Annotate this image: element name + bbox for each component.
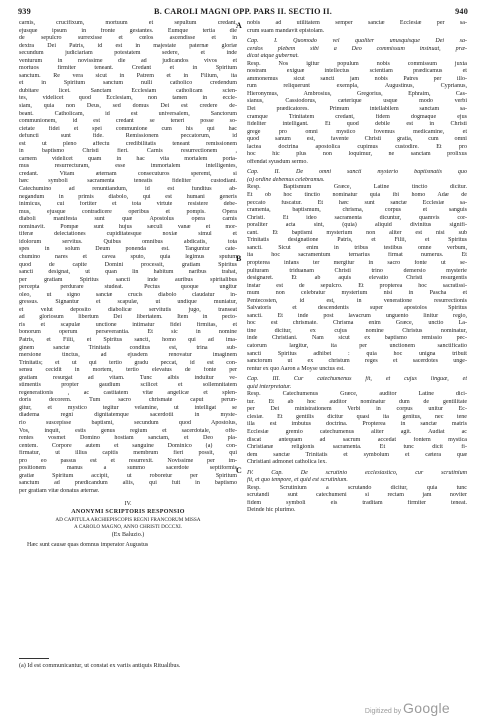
- chapter-2-response-line: hoc est chrismate. Chrisma enim Græce, unctio La-: [247, 320, 467, 327]
- footnote: (a) Id est communicantur, ut constat ex variis antiquis Ritualibus.: [19, 662, 181, 669]
- left-column-line: et in Spiritum sanctum nulli catholico credendum: [19, 80, 237, 87]
- chapter-1-response-line: hoc hic plus non loquimur, ne sanctam prolixus: [247, 151, 467, 158]
- chapter-1-response-line: offendat syusdum sermo.: [247, 158, 308, 165]
- left-column-line: dextra Dei Patris, id est in majestate paternæ gloriæ: [19, 42, 237, 49]
- chapter-4-response: [247, 485, 467, 515]
- chapter-2-response-line: propterea infans ter mergitur in sacro fonte ut se-: [247, 259, 467, 266]
- marginal-letter-b: B: [236, 254, 242, 263]
- chapter-4-response-line: fidem symboli eis traditam firmiter teneat.: [247, 499, 467, 506]
- page-number-right: 940: [455, 7, 468, 16]
- chapter-4-response-line: Resp. Scrutinium a scrutando dicitur, quia tunc: [247, 484, 467, 491]
- chapter-2-response-line: pulturam triduanam Christi trino demersio mysterie: [247, 267, 467, 274]
- chapter-4-title: [247, 470, 467, 485]
- chapter-2-response-line: Christi. Et ideo sacramenta dicuntur, quamvis cor-: [247, 214, 467, 221]
- left-column-line: cietate fidei et spei communione cum his qui hac: [19, 125, 237, 132]
- left-column-line: per gratiam Spiritus sancti inde auribus spiritalibus: [19, 276, 237, 283]
- chapter-2-response-line: Resp. Baptismum Græce, Latine tinctio dicitur.: [247, 184, 467, 191]
- left-column-line: idolorum servitus. Quibus omnibus abdicatis, tota: [19, 238, 237, 245]
- chapter-3-response-line: discat antequam ad sacrum accedat fontem mystica: [247, 436, 467, 443]
- footnote-rule: [19, 658, 49, 659]
- chapter-2-response-line: cramenta, baptismum, chrisma, corpus et sanguis: [247, 207, 467, 214]
- left-column-line: mortuos firmiter teneant. Credant et in Spiritum: [19, 65, 237, 72]
- left-column-line: hæc symboli sacramenta teneatis fideliter custodiant.: [19, 178, 237, 185]
- chapter-1-title-line: dicat atque gubernat.: [247, 53, 299, 60]
- chapter-1-response-line: rum reliquerunt exempla, Augustinus, Cyprianus,: [247, 83, 467, 90]
- chapter-1-title-line: cerdos plebem sibi a Deo commissum insinuat, præ-: [247, 45, 467, 52]
- left-column-line: doris decorem. Tum sacro chrismate caput perun-: [19, 397, 237, 404]
- left-column-line: beant. Catholicam, id est universalem, Sanctorum: [19, 110, 237, 117]
- section-iv-number: IV.: [124, 501, 132, 508]
- left-column-line: pro eo passus est et resurrexit. Novissime per im-: [19, 457, 237, 464]
- chapter-4-title-line: fit, et quo tempore, et quid est scrutinium.: [247, 477, 348, 484]
- chapter-1-response: [247, 61, 467, 167]
- left-column-line: venturum in novissime die ad judicandos vivos et: [19, 57, 237, 64]
- opening-text: [247, 20, 467, 35]
- left-column-line: est ut pleno affectu credibilitatis teneant remissionem: [19, 140, 237, 147]
- section-iv-source: (Ex Baluzio.): [111, 531, 145, 538]
- chapter-2-response-line: mum non celebratur mysterium nisi in Pascha et: [247, 290, 467, 297]
- chapter-2-response-line: rentur ex quo Aaron a Moyse unctus est.: [247, 365, 345, 372]
- chapter-1-response-line: ammonemus sicut sancti jam nobis Patres per illo-: [247, 75, 467, 82]
- left-column-line: Vos, inquit, estis genus regium et sacerdotale, offe-: [19, 427, 237, 434]
- chapter-2-title-line: (a) ordine debemus celebramus.: [247, 176, 325, 183]
- left-column-line: gratiam resurgat ad vitam. Tunc albis induitur ve-: [19, 374, 237, 381]
- left-column-line: percepta perdurare studeat. Pectus quoque ungitur: [19, 284, 237, 291]
- left-column-line: gratiæ Spiritum accipit, ut roboretur per Spiritum: [19, 472, 237, 479]
- left-column-line: de sepulcro surrexisse et cœlos ascendisse et in: [19, 35, 237, 42]
- left-column-line: ejusque ipsum in fronte gestantes. Eumque tertia die: [19, 27, 237, 34]
- left-column-line: spes in solum Deum ponenda est. Tanguntur cate-: [19, 246, 237, 253]
- left-column-line: negandum in primis diabolo, qui est humani generis: [19, 193, 237, 200]
- chapter-2-response-line: tine dicitur, ex cujus nomine Christus nominatur,: [247, 327, 467, 334]
- left-column-line: quod de capite Domini processit, gratiam Spiritus: [19, 261, 237, 268]
- chapter-1-response-line: Hieronymus, Ambrosius, Gregorius, Ephraim, Cas-: [247, 90, 467, 97]
- chapter-1-response-line: lactea doctrina apostolica cupimus custodire. Et pro: [247, 143, 467, 150]
- chapter-2-response-line: Salvatoris et descendentis super apostolos Spiritus: [247, 305, 467, 312]
- chapter-3-response-line: Christiani admonet catholica lex.: [247, 459, 327, 466]
- left-column-line: communionem, id est credant se teneri posse so-: [19, 118, 237, 125]
- chapter-2-response-line: instar est de sepulcro. Et propterea hoc sacratissi-: [247, 282, 467, 289]
- left-column-line: sanctum. Re vera sicut in Patrem et in Filium, ita: [19, 72, 237, 79]
- left-column-line: credant. Vitam æternam consecuturos speremt, si: [19, 170, 237, 177]
- left-column-line: inimicus, cui fortiter et tota virtute resistere debe-: [19, 201, 237, 208]
- left-column-line: rio suscepisse baptismi, secundum quod Apostolus,: [19, 419, 237, 426]
- chapter-2-response-line: peccato fuscatur. Et hæc sunt sanctæ Ecclesiæ sa-: [247, 199, 467, 206]
- left-column-line: firmatur, ut illius capitis membrum fieri possit, qui: [19, 450, 237, 457]
- left-column-line: Catechumino ad renuntiandum, id est funditus ab-: [19, 186, 237, 193]
- left-column-line: mus, ejusque contradicere operibus et pompis. Opera: [19, 208, 237, 215]
- chapter-1-response-line: quod sanum est, favente Christi gratia, cum omni: [247, 136, 467, 143]
- chapter-2-response-line: Et ob hoc tinctio nominatur quia ibi homo Adæ de: [247, 192, 467, 199]
- left-column-line: rentes vosmet Domino hostiam sanctam, et Deo pla-: [19, 435, 237, 442]
- left-column-line: nominavit. Pompæ sunt hujus sæculi vanæ et mor-: [19, 223, 237, 230]
- chapter-1-title: [247, 38, 467, 61]
- chapter-2-response-line: sancti. Et inde post lavacrum unguento linitur regio,: [247, 312, 467, 319]
- left-column-line: ginem sanctæ Trinitatis conditus est, trina sub-: [19, 344, 237, 351]
- left-column-line: positionem manus a summo sacerdote septiformis: [19, 465, 237, 472]
- digitized-watermark: [365, 700, 450, 716]
- left-column-line: defuncti sunt fide. Remissionem peccatorum, id: [19, 133, 237, 140]
- chapter-3-title-line: quid interpretatur.: [247, 383, 292, 390]
- chapter-2-response-line: catorum largitur, ita per unctionem sanctificatio: [247, 342, 467, 349]
- running-header: [18, 7, 468, 19]
- chapter-3-title-line: Cap. III. Cur catechumenus fit, et cujus linguæ, et: [247, 376, 467, 383]
- left-column-line: carnis, crucifixum, mortuum et sepultum credant,: [19, 20, 237, 26]
- left-column-line: diadema regni dignitatemque sacerdotii in myste-: [19, 412, 237, 419]
- chapter-3-response: [247, 391, 467, 466]
- right-column: [247, 20, 467, 515]
- chapter-1-response-line: cramque Trinitatem credant, fidem dogmaque ejus: [247, 113, 467, 120]
- chapter-2-title-line: Cap. II. De omni sancti mysterio baptismatis quo: [247, 169, 467, 176]
- left-column-line: secundum judiciariam potestatem sedere, et inde: [19, 50, 237, 57]
- chapter-1-response-line: sianus, Cassiodorus, cæterique usque modo verbi: [247, 98, 467, 105]
- chapter-2-response-line: cant. Et baptismi mysterium non aliter est nisi sub: [247, 229, 467, 236]
- marginal-letter-c: C: [236, 466, 242, 475]
- chapter-1-title-line: Cap. I. Quomodo vel qualiter unusquisque Dei sa-: [247, 38, 467, 45]
- left-column-line: per gratiam vitæ donatus æternæ.: [19, 487, 100, 494]
- left-column-line: stimentis propter gaudium scilicet et sollemnitatem: [19, 382, 237, 389]
- left-column-line: chumino nares et cavea sputo, quia legimus sputum: [19, 253, 237, 260]
- chapter-3-response-line: tur. Et ab hoc auditor nominatur dum de gentilitate: [247, 398, 467, 405]
- chapter-2-response: [247, 184, 467, 373]
- left-column-line: dubitare licet. Sanctam Ecclesiam catholicam scien-: [19, 87, 237, 94]
- left-column-line: oleo, ut signo sanctæ crucis diabolo claudatur in-: [19, 291, 237, 298]
- chapter-1-response-line: fideliter intelligant. Et quod debile est in Christi: [247, 121, 467, 128]
- left-column-line: carnem videlicet quam in hac vita mortalem porta-: [19, 155, 237, 162]
- chapter-4-response-line: Deinde hic plurimo.: [247, 507, 296, 514]
- chapter-4-response-line: scrutandi sunt catechumeni si rectam jam noviter: [247, 492, 467, 499]
- chapter-1-response-line: Dei prædicatores. Primum intellabilem sanctam sa-: [247, 106, 467, 113]
- left-column-line: mersione tinctus, ad ejusdem renovatur imaginem: [19, 352, 237, 359]
- left-column-line: ad gloriosum libertum Dei libertatem. Item in pecto-: [19, 314, 237, 321]
- left-column-line: bonorum operum perseverantia. Et sic in nomine: [19, 329, 237, 336]
- chapter-3-response-line: Christianæ religionis sacramenta. Et tunc dicit fi-: [247, 444, 467, 451]
- chapter-2-response-line: poraliter acta sint, (quia) aliquid divinitus signifi-: [247, 222, 467, 229]
- left-column-line: sanctum ad prædicandum aliis, qui fuit in baptismo: [19, 480, 237, 487]
- chapter-2-response-line: sancti. Sicut enim in tribus testibus omne verbum,: [247, 244, 467, 251]
- chapter-2-title: [247, 169, 467, 184]
- left-column-line: gressus. Signantur et scapulæ, ut undique muniatur,: [19, 299, 237, 306]
- left-column-line: tiferæ delectationes cupiditatesque noxiæ simul et: [19, 231, 237, 238]
- left-column-line: siam, quia non Deus, sed domus Dei est credere de-: [19, 103, 237, 110]
- watermark-prefix: Digitized by: [364, 708, 402, 715]
- section-iv-subtitle-1: AD CAPITULA ARCHIEPISCOPIS REGNI FRANCORUM MISSA: [55, 516, 201, 523]
- chapter-2-response-line: Trinitatis designatione Patris, et Filii, et Spiritus: [247, 237, 467, 244]
- opening-text-line: crum suam mandavit epistolam.: [247, 27, 325, 34]
- chapter-3-response-line: Ecclesiæ gremio catechumenus aliter agit. Audiat ac: [247, 428, 467, 435]
- chapter-1-response-line: Resp. Nos igitur populum nobis commissum juxta: [247, 60, 467, 67]
- left-column-line: centem. Corpore autem et sanguine Dominico (a) con-: [19, 442, 237, 449]
- left-column-line: mus resurrecturam, esse immortalem intelligentes,: [19, 163, 237, 170]
- chapter-2-response-line: designaret. Et ab aquis elevatio Christi resurgentis: [247, 275, 467, 282]
- page-number-left: 939: [18, 7, 31, 16]
- marginal-letter-a: A: [236, 21, 242, 30]
- left-column-line: Patris, et Filii, et Spiritus sancti, homo qui ad ima-: [19, 336, 237, 343]
- running-title: B. CAROLI MAGNI OPP. PARS II. SECTIO II.: [154, 7, 332, 16]
- left-column-line: regenerationis , ac castitatem vitæ angelicæ et splen-: [19, 389, 237, 396]
- chapter-3-response-line: per Dei ministrationem Verbi in corpus unitur Ec-: [247, 406, 467, 413]
- left-column-line: gitur, et mystico tegitur velamine, ut intelligat se: [19, 404, 237, 411]
- chapter-2-response-line: sancti Spiritus adhibet : quia hoc unigna tribuit: [247, 350, 467, 357]
- chapter-1-response-line: grege pro omni mystico fovemus medicamine, et: [247, 128, 467, 135]
- left-column-line: sensu cecidit in mortem, tertio elevatus de fonte per: [19, 367, 237, 374]
- chapter-1-response-line: nostram exiguæ intellectus scientiam prædicamus et: [247, 68, 467, 75]
- left-column: [19, 20, 237, 550]
- left-column-line: in baptismo Christi fieri. Carnis resurrectionem ,: [19, 148, 237, 155]
- chapter-3-response-line: Resp. Catechumenus Græce, auditor Latine dici-: [247, 391, 467, 398]
- left-column-line: sancti designat, ut quan lin habitum naribus trahat,: [19, 269, 237, 276]
- chapter-2-response-line: ita hoc sacramentum ternarius firmat numerus. Et: [247, 252, 467, 259]
- chapter-4-title-line: IV. Cap. De scrutinio ecclesiastico, cur scrutinium: [247, 469, 467, 476]
- chapter-2-response-line: sanctorum ut ex christum reges et sacerdotes unge-: [247, 358, 467, 365]
- left-column-line: ris et scapulæ unctione intimatur fidei firmitas, et: [19, 321, 237, 328]
- google-logo: Google: [403, 700, 450, 716]
- chapter-3-response-line: clesiæ. Et gentilis dicitur quasi ita genitus, nec tene: [247, 413, 467, 420]
- opening-text-line: nobis ad utilitatem semper sanctæ Ecclesiæ per sa-: [247, 20, 467, 26]
- chapter-3-title: [247, 376, 467, 391]
- chapter-3-response-line: illa est imbutus doctrina. Propterea in sanctæ matris: [247, 421, 467, 428]
- left-column-text: [19, 20, 237, 495]
- section-iv-subtitle-2: A CAROLO MAGNO, ANNO CHRISTI DCCCXI.: [74, 524, 182, 531]
- chapter-2-response-line: Pentecosten, id est, in veneratione resurrectionis: [247, 297, 467, 304]
- left-column-line: Trinitatis; et ut qui tertio gradu peccat, id est con-: [19, 359, 237, 366]
- left-column-line: et velut deposito diabolicæ servitutis jugo, transeat: [19, 306, 237, 313]
- left-column-line: diaboli manifesta sunt quæ Apostolus opera carnis: [19, 216, 237, 223]
- chapter-2-response-line: inde Christiani. Nam sicut ex baptismo remissio pec-: [247, 335, 467, 342]
- section-iv-title: ANONYMI SCRIPTORIS RESPONSIO: [71, 509, 185, 515]
- section-iv-intro: Hæc sunt causæ quas domnus imperator Augustus: [27, 542, 149, 549]
- left-column-line: tes, videlicet quod Ecclesiam, non tamen in eccle-: [19, 95, 237, 102]
- chapter-3-response-line: dem sanctæ Trinitatis et symbolum et cætera quæ: [247, 451, 467, 458]
